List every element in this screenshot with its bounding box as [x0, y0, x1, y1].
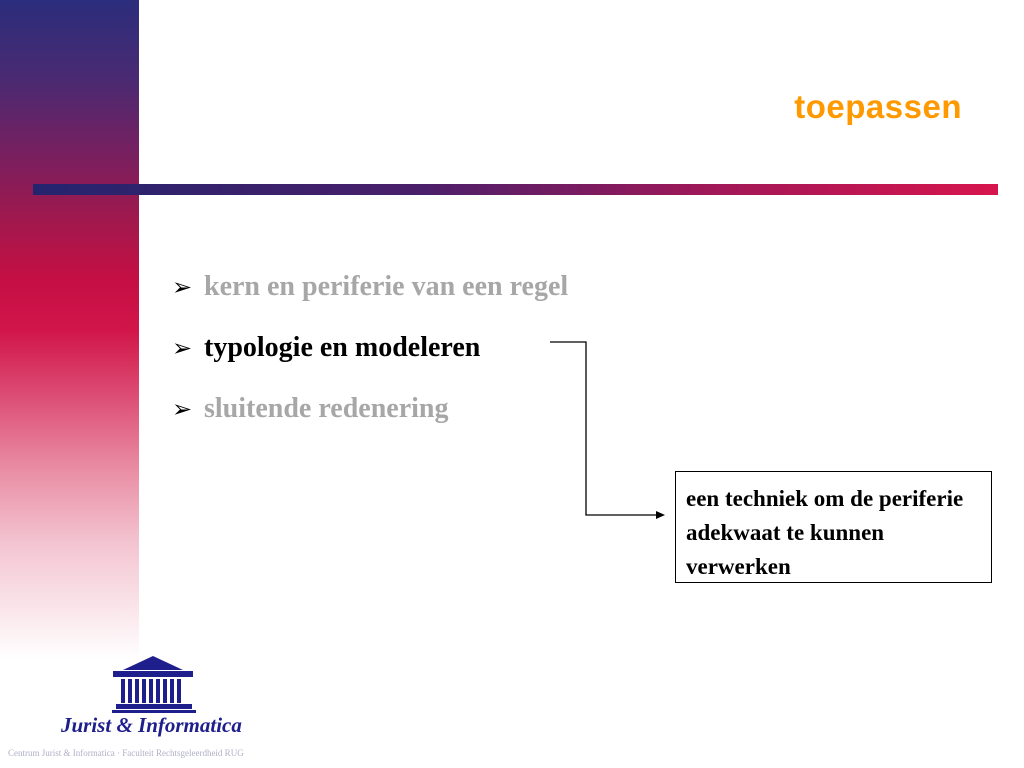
- bullet-text: typologie en modeleren: [204, 331, 481, 363]
- arrow-bullet-icon: ➢: [172, 272, 193, 301]
- bullet-text: kern en periferie van een regel: [204, 270, 569, 302]
- slide-title: toepassen: [794, 88, 962, 125]
- arrow-bullet-icon: ➢: [172, 333, 193, 362]
- logo-wordmark: Jurist & Informatica: [61, 713, 242, 737]
- footer-text: Centrum Jurist & Informatica · Faculteit Rechtsgeleerdheid RUG: [8, 748, 244, 758]
- arrow-bullet-icon: ➢: [172, 394, 193, 423]
- bullet-text: sluitende redenering: [204, 392, 449, 424]
- callout-box: een techniek om de periferie adekwaat te kunnen verwerken: [675, 471, 992, 583]
